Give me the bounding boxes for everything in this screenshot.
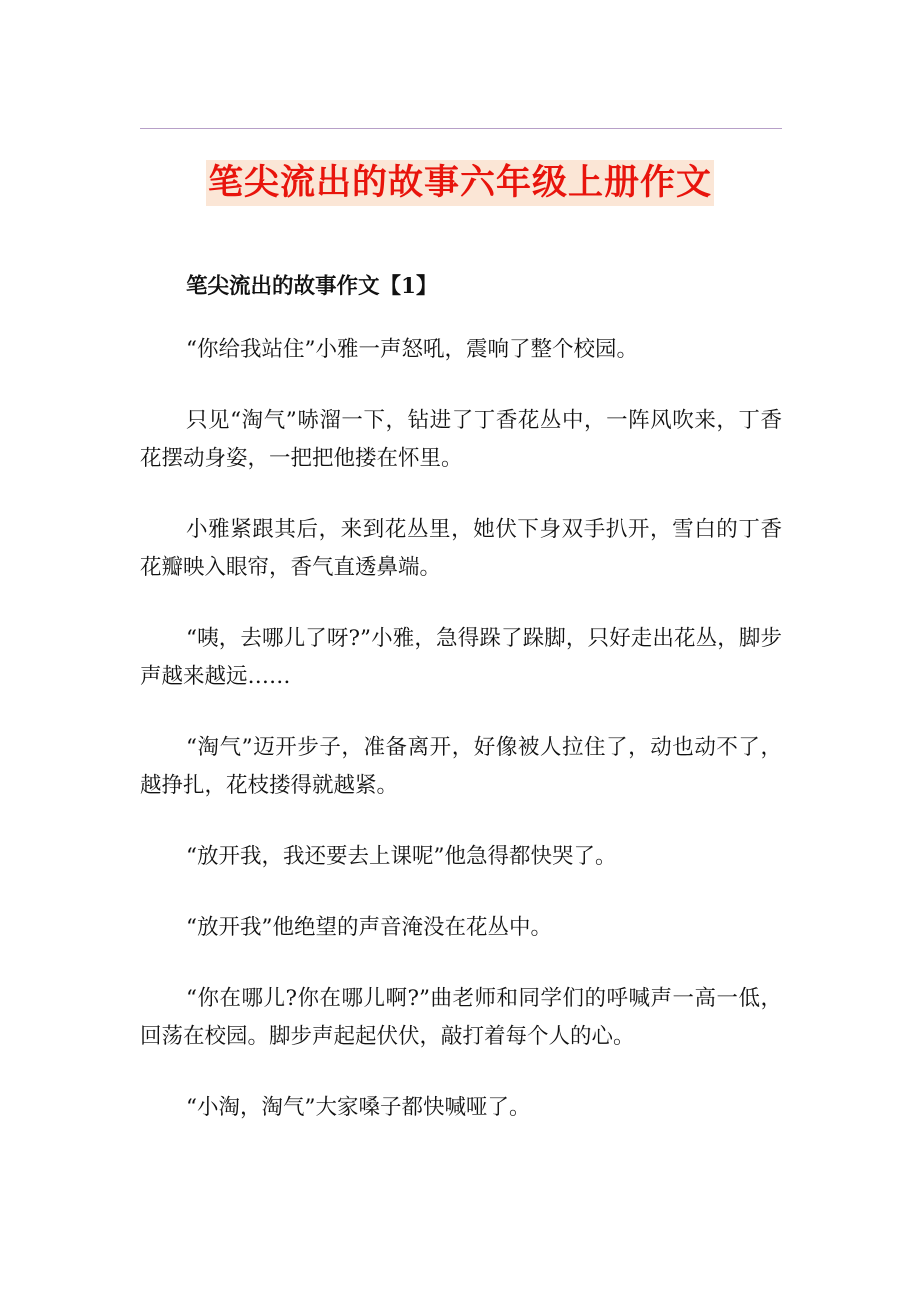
paragraph: “咦，去哪儿了呀?”小雅，急得跺了跺脚，只好走出花丛，脚步声越来越远……: [140, 626, 782, 689]
paragraph: 只见“淘气”哧溜一下，钻进了丁香花丛中，一阵风吹来，丁香花摆动身姿，一把把他搂在怀里。: [140, 408, 782, 471]
paragraph: 小雅紧跟其后，来到花丛里，她伏下身双手扒开，雪白的丁香花瓣映入眼帘，香气直透鼻端。: [140, 517, 782, 580]
paragraph: “淘气”迈开步子，准备离开，好像被人拉住了，动也动不了，越挣扎，花枝搂得就越紧。: [140, 735, 782, 798]
paragraph: “小淘，淘气”大家嗓子都快喊哑了。: [186, 1095, 531, 1120]
header-rule: [140, 128, 782, 129]
paragraph: “放开我，我还要去上课呢”他急得都快哭了。: [186, 844, 617, 869]
section-heading: 笔尖流出的故事作文【1】: [186, 274, 438, 299]
title-container: [0, 160, 920, 206]
document-body: [140, 268, 782, 1160]
paragraph: “放开我”他绝望的声音淹没在花丛中。: [186, 915, 552, 940]
document-title: 笔尖流出的故事六年级上册作文: [206, 160, 714, 206]
paragraph: “你在哪儿?你在哪儿啊?”曲老师和同学们的呼喊声一高一低，回荡在校园。脚步声起起伏伏，敲打着每个人的心。: [140, 986, 782, 1049]
paragraph: “你给我站住”小雅一声怒吼，震响了整个校园。: [186, 337, 638, 362]
